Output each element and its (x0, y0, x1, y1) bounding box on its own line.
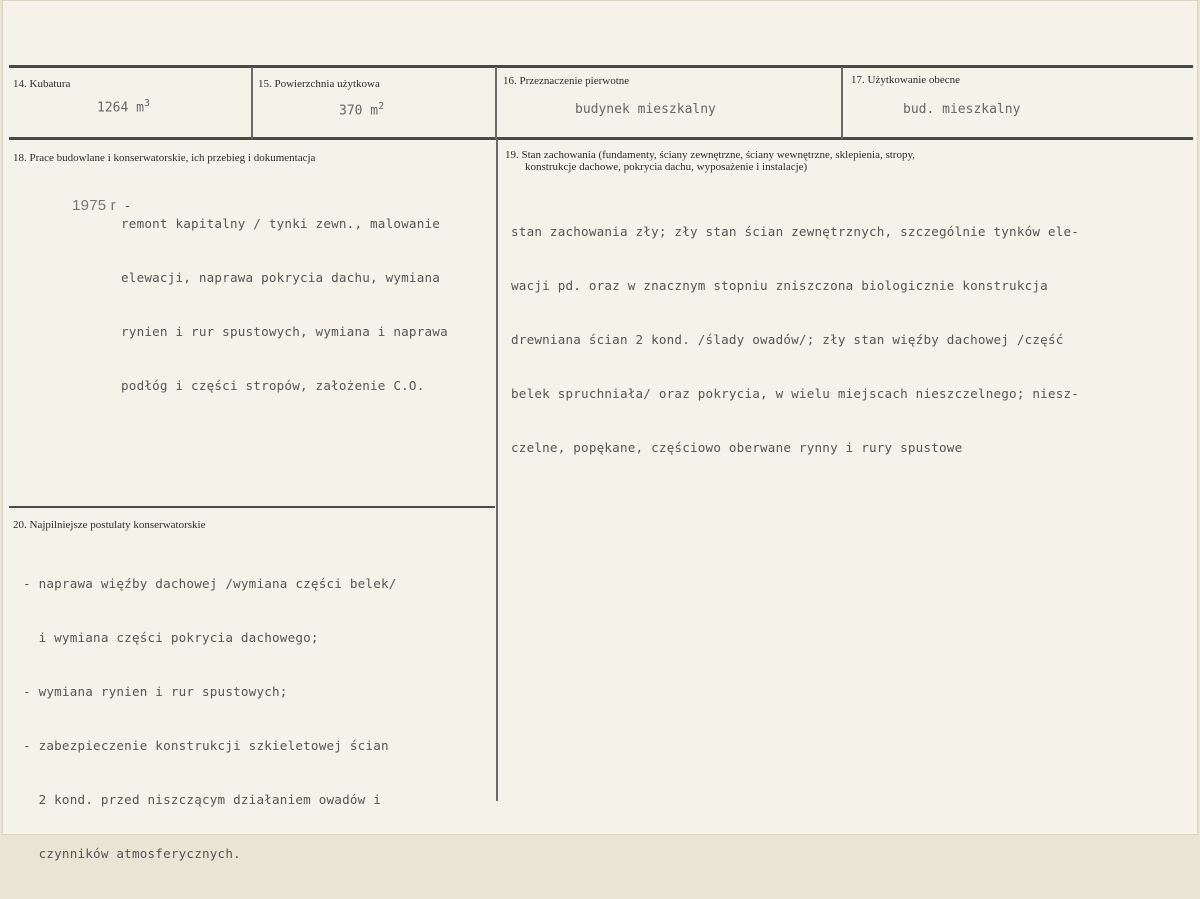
divider-15-16 (495, 67, 497, 139)
record-card (2, 0, 1198, 861)
field-20-line: - naprawa więźby dachowej /wymiana części belek/ (23, 576, 397, 591)
field-20-line: - wymiana rynien i rur spustowych; (23, 684, 288, 699)
field-15-value: 370 $m^2$ (339, 101, 385, 119)
field-18-year: 1975 r - (72, 197, 132, 214)
section20-rule (9, 506, 495, 508)
field-18-line: remont kapitalny / tynki zewn., malowanie (121, 216, 441, 231)
field-16-label: 16. Przeznaczenie pierwotne (503, 75, 630, 87)
field-19-line: stan zachowania zły; zły stan ścian zewnętrznych, szczególnie tynków ele- (511, 224, 1080, 239)
divider-main (496, 139, 498, 801)
field-20-label: 20. Najpilniejsze postulaty konserwatorskie (13, 519, 206, 531)
field-19-line: drewniana ścian 2 kond. /ślady owadów/; zły stan więźby dachowej /część (511, 332, 1064, 347)
top-rule (9, 65, 1193, 68)
field-19-line: czelne, popękane, częściowo oberwane rynny i rury spustowe (511, 440, 963, 455)
field-18-text (121, 179, 448, 431)
field-14-label: 14. Kubatura (13, 78, 71, 90)
divider-14-15 (251, 67, 253, 139)
field-18-line: podłóg i części stropów, założenie C.O. (121, 378, 425, 393)
field-19-line: belek spruchniała/ oraz pokrycia, w wielu miejscach nieszczelnego; niesz- (511, 386, 1080, 401)
field-20-line: i wymiana części pokrycia dachowego; (23, 630, 319, 645)
field-19-text (511, 187, 1079, 493)
field-17-label: 17. Użytkowanie obecne (851, 74, 961, 86)
middle-rule (9, 137, 1193, 140)
field-14-value: 1264 $m^3$ (97, 98, 150, 116)
field-20-line: - zabezpieczenie konstrukcji szkieletowej ścian (23, 738, 389, 753)
field-15-label: 15. Powierzchnia użytkowa (258, 78, 380, 90)
field-16-value: budynek mieszkalny (575, 102, 716, 117)
divider-16-17 (841, 67, 843, 139)
field-18-line: elewacji, naprawa pokrycia dachu, wymiana (121, 270, 441, 285)
field-19-label: 19. Stan zachowania (fundamenty, ściany zewnętrzne, ściany wewnętrzne, sklepienia, stropy, konstrukcje dachowe, pokrycia dachu, wyposażenie i instalacje) (505, 149, 916, 173)
field-18-label: 18. Prace budowlane i konserwatorskie, ich przebieg i dokumentacja (13, 152, 316, 164)
field-20-line: 2 kond. przed niszczącym działaniem owadów i (23, 792, 381, 807)
field-17-value: bud. mieszkalny (903, 102, 1021, 117)
field-20-line: czynników atmosferycznych. (23, 846, 241, 861)
field-20-text (23, 539, 397, 899)
field-18-line: rynien i rur spustowych, wymiana i naprawa (121, 324, 448, 339)
field-19-line: wacji pd. oraz w znacznym stopniu zniszczona biologicznie konstrukcja (511, 278, 1048, 293)
